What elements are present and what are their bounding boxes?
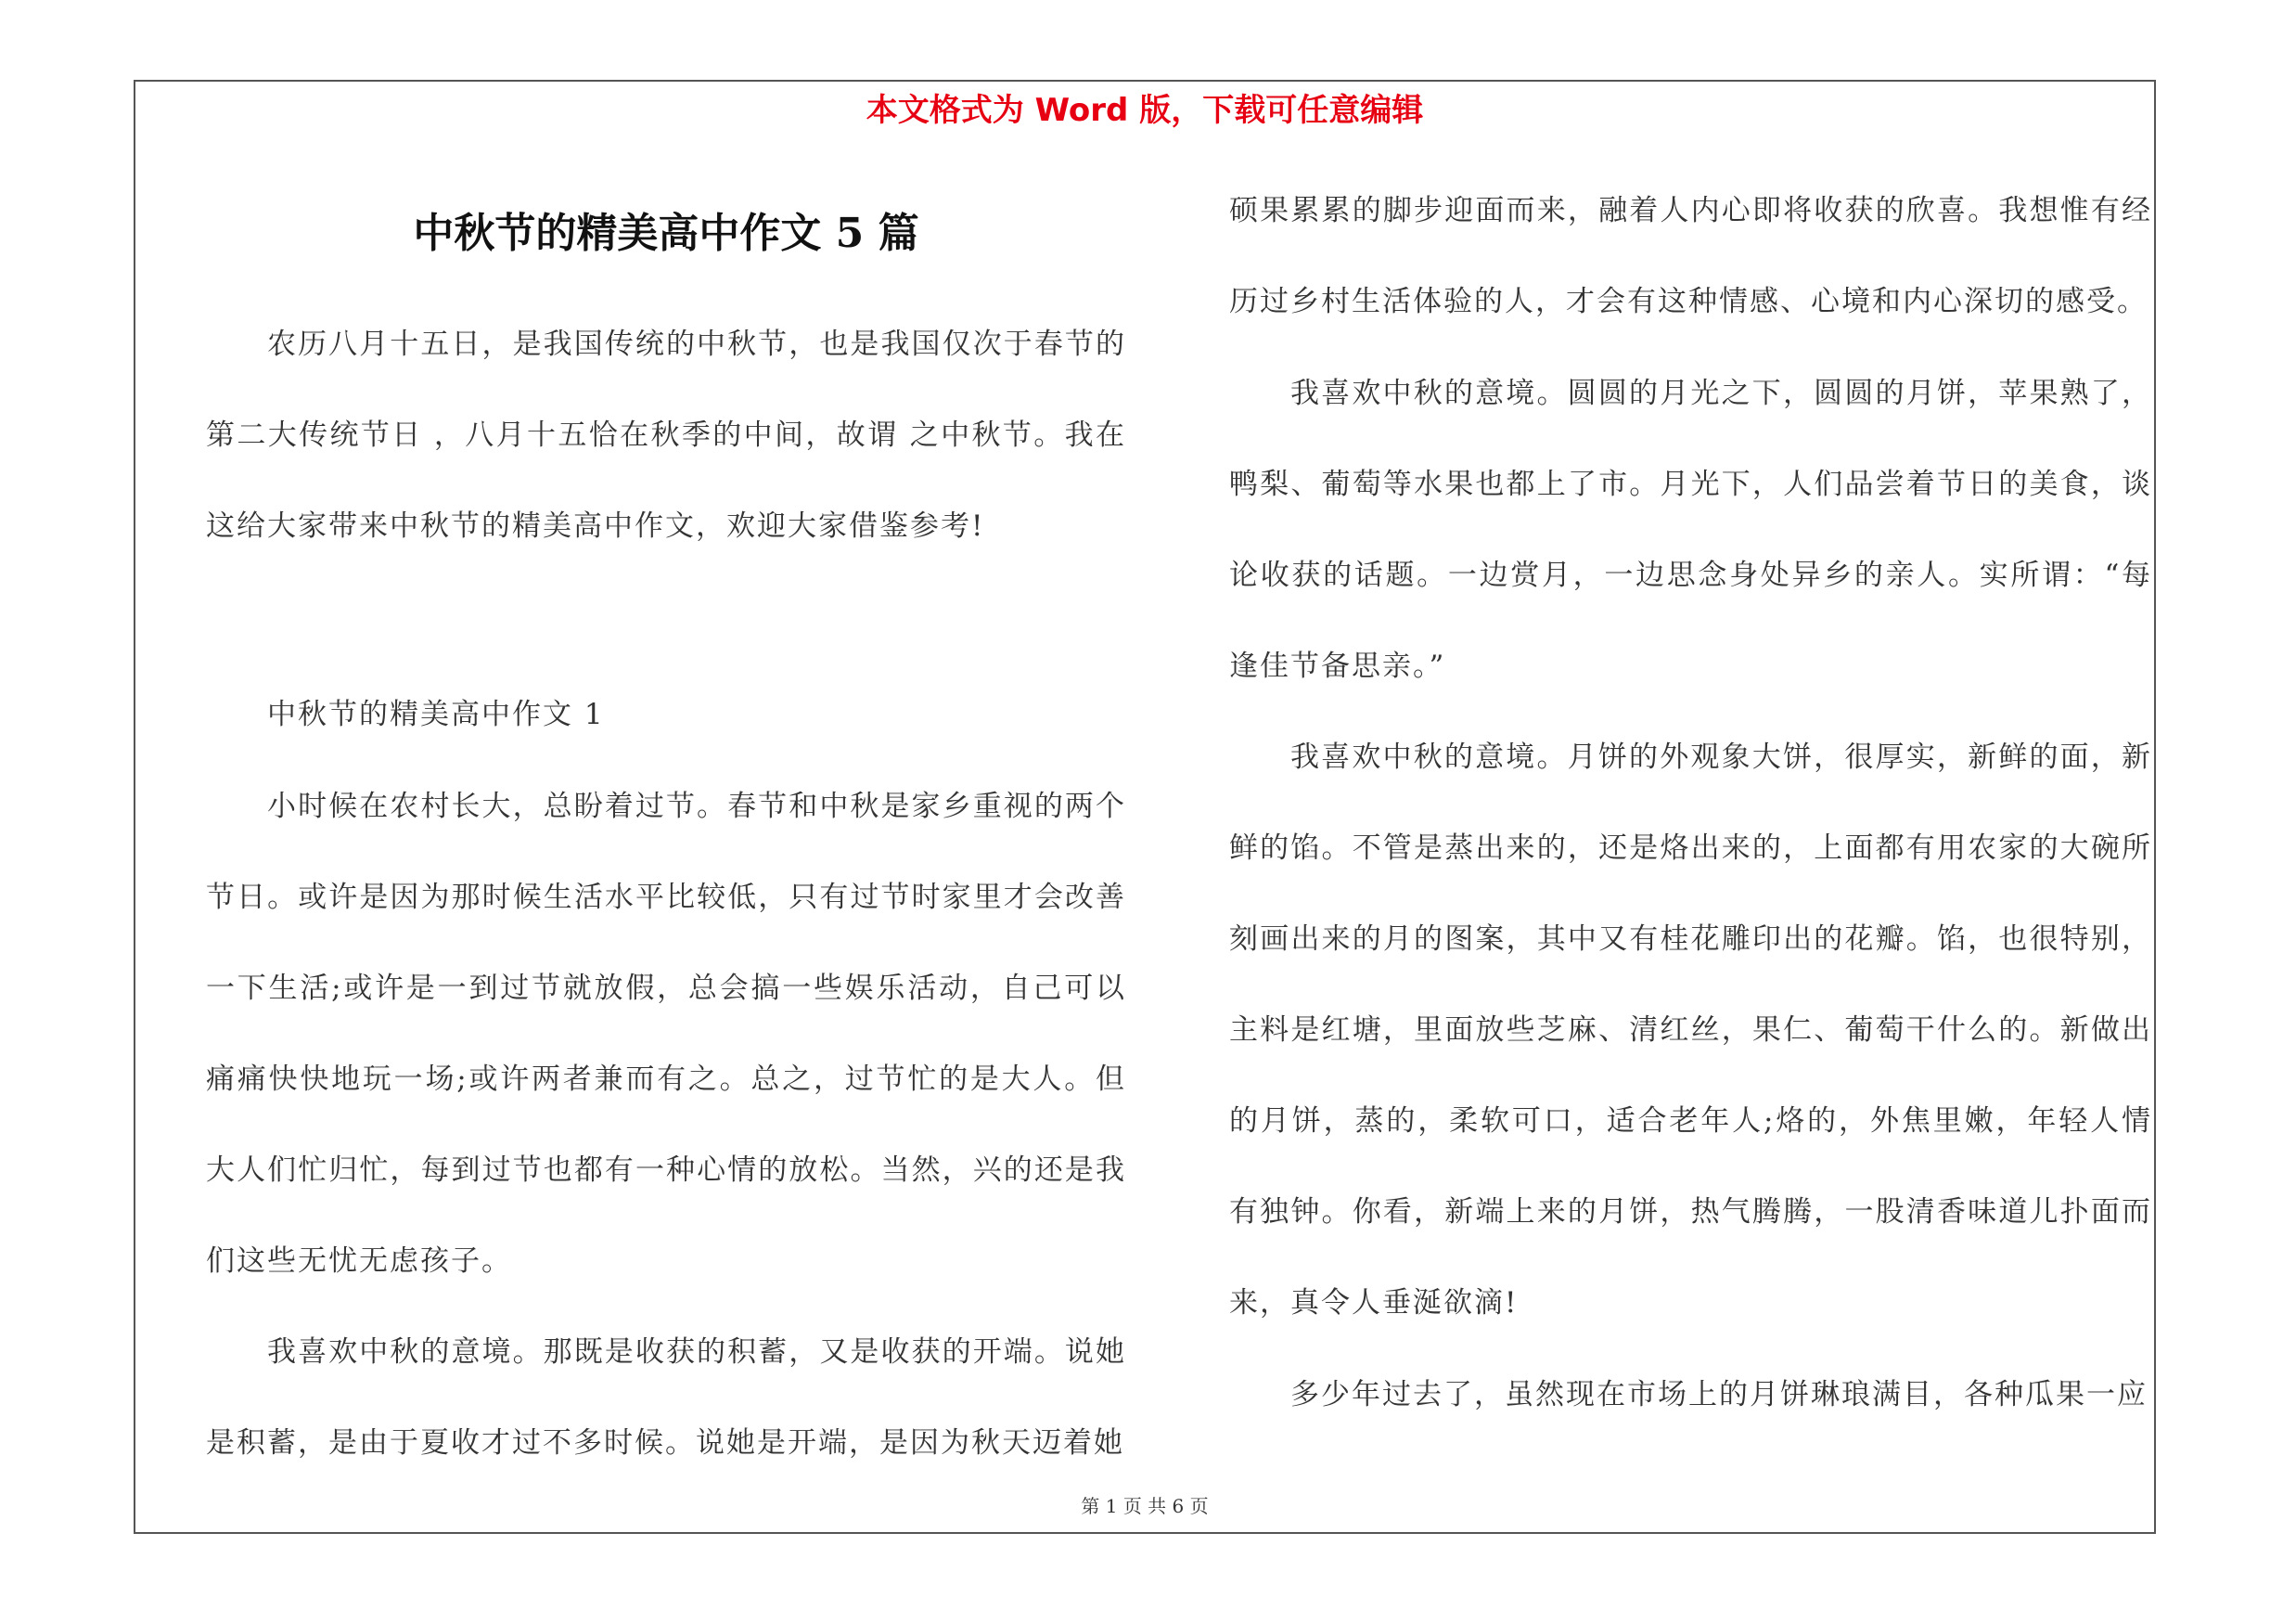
body-paragraph-2: 我喜欢中秋的意境。那既是收获的积蓄，又是收获的开端。说她是积蓄，是由于夏收才过不多时候。说她是开端，是因为秋天迈着她 [206, 1335, 1126, 1460]
body-paragraph-1: 小时候在农村长大，总盼着过节。春节和中秋是家乡重视的两个节日。或许是因为那时候生活水平比较低，只有过节时家里才会改善一下生活;或许是一到过节就放假，总会搞一些娱乐活动，自己可以痛痛快快地玩一场;或许两者兼而有之。总之，过节忙的是大人。但大人们忙归忙，每到过节也都有一种心情的放松。当然，兴的还是我们这些无忧无虑孩子。 [206, 790, 1126, 1278]
body-paragraph-4: 我喜欢中秋的意境。圆圆的月光之下，圆圆的月饼，苹果熟了，鸭梨、葡萄等水果也都上了市。月光下，人们品尝着节日的美食，谈论收获的话题。一边赏月，一边思念身处异乡的亲人。实所谓：“每逢佳节备思亲。” [1229, 377, 2152, 683]
format-banner: 本文格式为 Word 版，下载可任意编辑 [866, 92, 1424, 129]
document-title: 中秋节的精美高中作文 5 篇 [413, 210, 919, 257]
body-paragraph-5: 我喜欢中秋的意境。月饼的外观象大饼，很厚实，新鲜的面，新鲜的馅。不管是蒸出来的，还是烙出来的，上面都有用农家的大碗所刻画出来的月的图案，其中又有桂花雕印出的花瓣。馅，也很特别，主料是红塘，里面放些芝麻、清红丝，果仁、葡萄干什么的。新做出的月饼，蒸的，柔软可口，适合老年人;烙的，外焦里嫩，年轻人情有独钟。你看，新端上来的月饼，热气腾腾，一股清香味道儿扑面而来，真令人垂涎欲滴! [1229, 741, 2152, 1320]
section-heading: 中秋节的精美高中作文 1 [267, 698, 605, 731]
intro-paragraph: 农历八月十五日，是我国传统的中秋节，也是我国仅次于春节的第二大传统节日 ，八月十五恰在秋季的中间，故谓 之中秋节。我在这给大家带来中秋节的精美高中作文，欢迎大家借鉴参考! [206, 328, 1126, 543]
body-paragraph-6: 多少年过去了，虽然现在市场上的月饼琳琅满目，各种瓜果一应 [1290, 1378, 2148, 1411]
body-paragraph-3: 硕果累累的脚步迎面而来，融着人内心即将收获的欣喜。我想惟有经历过乡村生活体验的人，才会有这种情感、心境和内心深切的感受。 [1229, 194, 2152, 318]
page-number-footer: 第 1 页 共 6 页 [1081, 1495, 1209, 1517]
